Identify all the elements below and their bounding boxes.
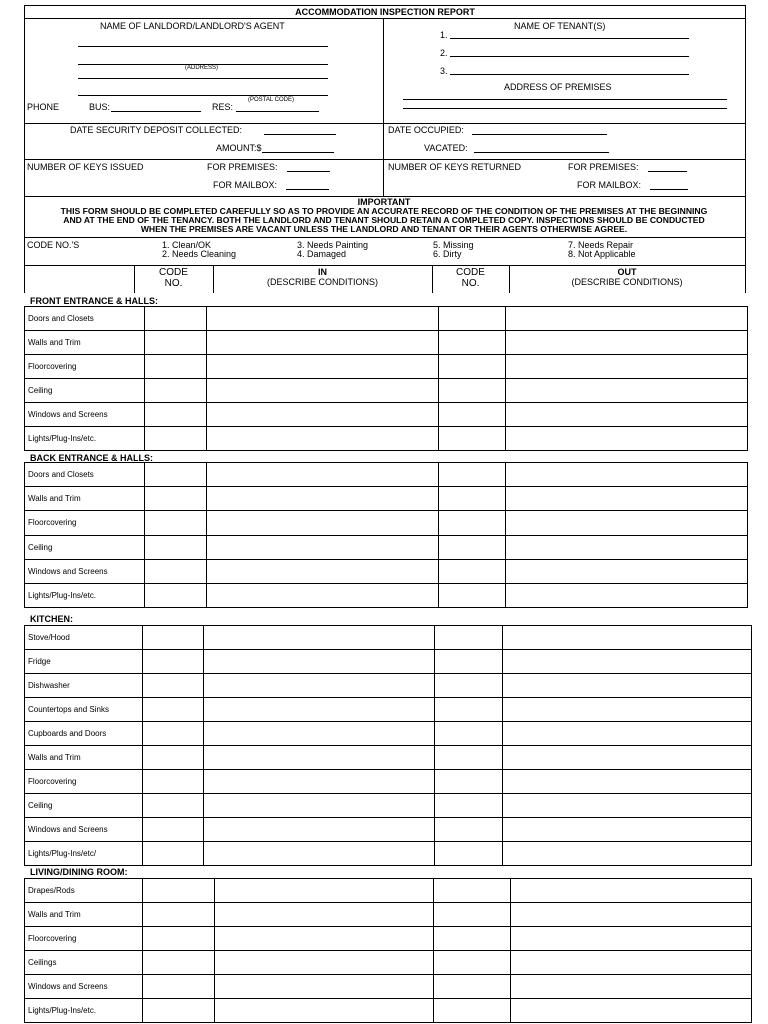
item-label: Lights/Plug-Ins/etc. [25, 427, 145, 451]
col-out-sub: (DESCRIBE CONDITIONS) [571, 277, 683, 287]
code-in-cell[interactable] [145, 403, 207, 427]
date-occupied-line [472, 134, 607, 135]
out-condition-cell[interactable] [503, 626, 752, 650]
table-row [25, 487, 748, 511]
item-label: Drapes/Rods [25, 879, 143, 903]
in-condition-cell[interactable] [207, 583, 439, 607]
code-out-cell[interactable] [435, 842, 503, 866]
code-out-cell[interactable] [435, 698, 503, 722]
table-row [25, 698, 752, 722]
item-label: Ceilings [25, 951, 143, 975]
table-row [25, 674, 752, 698]
table-row [25, 794, 752, 818]
keys-premises-returned-label: FOR PREMISES: [568, 162, 639, 172]
code-out-cell[interactable] [435, 794, 503, 818]
table-row [25, 626, 752, 650]
code-out-cell[interactable] [439, 355, 506, 379]
code-in-cell[interactable] [143, 842, 204, 866]
item-label: Doors and Closets [25, 463, 145, 487]
item-label: Dishwasher [25, 674, 143, 698]
header-left-edge [24, 265, 25, 293]
code-1: 1. Clean/OK [162, 240, 212, 250]
code-2: 2. Needs Cleaning [162, 249, 237, 259]
table-row [25, 463, 748, 487]
code-out-cell[interactable] [439, 559, 506, 583]
in-condition-cell[interactable] [207, 463, 439, 487]
res-line [236, 111, 319, 112]
code-out-cell[interactable] [435, 626, 503, 650]
important-heading: IMPORTANT [357, 197, 411, 207]
col-code-out-top: CODE [456, 267, 485, 278]
table-row [25, 951, 752, 975]
tenant-line-2 [450, 56, 689, 57]
in-condition-cell[interactable] [207, 535, 439, 559]
table-row [25, 650, 752, 674]
code-in-cell[interactable] [143, 794, 204, 818]
landlord-address-line-2 [78, 78, 328, 79]
code-in-cell[interactable] [143, 903, 215, 927]
in-condition-cell[interactable] [207, 403, 439, 427]
deposit-amount-line [262, 152, 334, 153]
out-condition-cell[interactable] [506, 355, 748, 379]
postal-caption: (POSTAL CODE) [248, 97, 295, 103]
item-label: Doors and Closets [25, 307, 145, 331]
code-out-cell[interactable] [439, 403, 506, 427]
tenant-line-1 [450, 38, 689, 39]
item-label: Lights/Plug-Ins/etc. [25, 999, 143, 1023]
out-condition-cell[interactable] [503, 674, 752, 698]
deposit-date-label: DATE SECURITY DEPOSIT COLLECTED: [70, 125, 243, 135]
out-condition-cell[interactable] [506, 463, 748, 487]
in-condition-cell[interactable] [207, 511, 439, 535]
in-condition-cell[interactable] [204, 626, 435, 650]
premises-address-line-2 [403, 108, 727, 109]
item-label: Walls and Trim [25, 487, 145, 511]
living-table [24, 878, 752, 1023]
code-out-cell[interactable] [435, 674, 503, 698]
col-in-title: IN [318, 267, 327, 277]
code-in-cell[interactable] [143, 975, 215, 999]
code-in-cell[interactable] [145, 559, 207, 583]
front-table [24, 306, 748, 451]
table-row [25, 379, 748, 403]
keys-mailbox-returned-label: FOR MAILBOX: [577, 180, 642, 190]
code-in-cell[interactable] [143, 879, 215, 903]
item-label: Floorcovering [25, 927, 143, 951]
in-condition-cell[interactable] [204, 698, 435, 722]
out-condition-cell[interactable] [503, 698, 752, 722]
important-line-2: AND AT THE END OF THE TENANCY. BOTH THE LANDLORD AND TENANT SHOULD RETAIN A COMPLETED COPY. INSPECTIONS SHOULD BE CONDUCTED [63, 215, 705, 225]
code-in-cell[interactable] [145, 487, 207, 511]
in-condition-cell[interactable] [215, 903, 434, 927]
col-code-in-bottom: NO. [164, 278, 183, 289]
table-row [25, 903, 752, 927]
back-table [24, 462, 748, 608]
table-row [25, 403, 748, 427]
table-row [25, 331, 748, 355]
code-4: 4. Damaged [297, 249, 347, 259]
table-row [25, 583, 748, 607]
keys-mailbox-returned-line [650, 189, 688, 190]
premises-address-line-1 [403, 99, 727, 100]
bus-label: BUS: [89, 102, 111, 112]
item-label: Floorcovering [25, 770, 143, 794]
code-in-cell[interactable] [145, 583, 207, 607]
item-label: Ceiling [25, 535, 145, 559]
important-line-1: THIS FORM SHOULD BE COMPLETED CAREFULLY SO AS TO PROVIDE AN ACCURATE RECORD OF THE CONDITION OF THE PREMISES AT THE BEGINNING [60, 206, 708, 216]
code-out-cell[interactable] [439, 427, 506, 451]
code-out-cell[interactable] [434, 999, 511, 1023]
deposit-amount-label: AMOUNT:$ [216, 143, 262, 153]
col-code-out-bottom: NO. [461, 278, 480, 289]
premises-address-heading: ADDRESS OF PREMISES [504, 82, 612, 92]
table-row [25, 427, 748, 451]
code-out-cell[interactable] [439, 511, 506, 535]
keys-premises-returned-line [648, 171, 687, 172]
table-row [25, 879, 752, 903]
out-condition-cell[interactable] [503, 818, 752, 842]
out-condition-cell[interactable] [511, 927, 752, 951]
report-title: ACCOMMODATION INSPECTION REPORT [295, 7, 475, 17]
code-out-cell[interactable] [434, 927, 511, 951]
out-condition-cell[interactable] [506, 511, 748, 535]
code-in-cell[interactable] [143, 999, 215, 1023]
item-label: Windows and Screens [25, 559, 145, 583]
out-condition-cell[interactable] [506, 487, 748, 511]
table-row [25, 746, 752, 770]
out-condition-cell[interactable] [503, 794, 752, 818]
code-out-cell[interactable] [439, 379, 506, 403]
in-condition-cell[interactable] [204, 722, 435, 746]
item-label: Windows and Screens [25, 403, 145, 427]
code-in-cell[interactable] [143, 674, 204, 698]
code-in-cell[interactable] [143, 698, 204, 722]
tenant-line-3-label: 3. [440, 66, 448, 76]
col-out-title: OUT [617, 267, 637, 277]
front-section-title: FRONT ENTRANCE & HALLS: [30, 296, 158, 306]
table-row [25, 511, 748, 535]
in-condition-cell[interactable] [204, 770, 435, 794]
code-in-cell[interactable] [143, 650, 204, 674]
out-condition-cell[interactable] [506, 535, 748, 559]
code-out-cell[interactable] [439, 307, 506, 331]
keys-mailbox-issued-label: FOR MAILBOX: [213, 180, 278, 190]
code-in-cell[interactable] [143, 626, 204, 650]
in-condition-cell[interactable] [204, 794, 435, 818]
code-in-cell[interactable] [143, 927, 215, 951]
item-label: Windows and Screens [25, 818, 143, 842]
vacated-label: VACATED: [424, 143, 468, 153]
code-8: 8. Not Applicable [568, 249, 636, 259]
out-condition-cell[interactable] [503, 650, 752, 674]
table-row [25, 355, 748, 379]
code-out-cell[interactable] [435, 650, 503, 674]
code-in-cell[interactable] [145, 331, 207, 355]
out-condition-cell[interactable] [506, 307, 748, 331]
in-condition-cell[interactable] [204, 650, 435, 674]
item-label: Stove/Hood [25, 626, 143, 650]
landlord-heading: NAME OF LANLDORD/LANDLORD'S AGENT [100, 21, 285, 31]
item-label: Walls and Trim [25, 331, 145, 355]
deposit-date-line [264, 134, 336, 135]
in-condition-cell[interactable] [215, 999, 434, 1023]
back-section-title: BACK ENTRANCE & HALLS: [30, 453, 153, 463]
table-row [25, 535, 748, 559]
out-condition-cell[interactable] [511, 999, 752, 1023]
code-out-cell[interactable] [435, 818, 503, 842]
vacated-line [474, 152, 609, 153]
keys-premises-issued-line [287, 171, 330, 172]
item-label: Walls and Trim [25, 903, 143, 927]
item-label: Lights/Plug-Ins/etc. [25, 583, 145, 607]
out-condition-cell[interactable] [506, 379, 748, 403]
out-condition-cell[interactable] [506, 403, 748, 427]
code-out-cell[interactable] [435, 746, 503, 770]
deposit-divider [383, 123, 384, 160]
in-condition-cell[interactable] [207, 331, 439, 355]
in-condition-cell[interactable] [207, 355, 439, 379]
code-out-cell[interactable] [435, 770, 503, 794]
out-condition-cell[interactable] [503, 770, 752, 794]
table-row [25, 975, 752, 999]
res-label: RES: [212, 102, 234, 112]
tenant-line-3 [450, 74, 689, 75]
code-out-cell[interactable] [434, 879, 511, 903]
keys-premises-issued-label: FOR PREMISES: [207, 162, 278, 172]
in-condition-cell[interactable] [215, 927, 434, 951]
keys-mailbox-issued-line [286, 189, 329, 190]
in-condition-cell[interactable] [207, 559, 439, 583]
item-label: Countertops and Sinks [25, 698, 143, 722]
code-5: 5. Missing [433, 240, 474, 250]
table-row [25, 927, 752, 951]
out-condition-cell[interactable] [506, 583, 748, 607]
keys-issued-label: NUMBER OF KEYS ISSUED [27, 162, 144, 172]
out-condition-cell[interactable] [511, 975, 752, 999]
code-out-cell[interactable] [439, 583, 506, 607]
code-in-cell[interactable] [145, 427, 207, 451]
in-condition-cell[interactable] [215, 879, 434, 903]
out-condition-cell[interactable] [506, 559, 748, 583]
in-condition-cell[interactable] [215, 951, 434, 975]
code-out-cell[interactable] [434, 903, 511, 927]
out-condition-cell[interactable] [511, 951, 752, 975]
out-condition-cell[interactable] [511, 903, 752, 927]
phone-label: PHONE [27, 102, 60, 112]
table-row [25, 307, 748, 331]
code-in-cell[interactable] [145, 511, 207, 535]
code-out-cell[interactable] [435, 722, 503, 746]
table-row [25, 842, 752, 866]
important-line-3: WHEN THE PREMISES ARE VACANT UNLESS THE LANDLORD AND TENANT OR THEIR AGENTS OTHERWISE AGREE. [140, 224, 628, 234]
item-label: Floorcovering [25, 355, 145, 379]
out-condition-cell[interactable] [511, 879, 752, 903]
item-label: Ceiling [25, 379, 145, 403]
out-condition-cell[interactable] [506, 331, 748, 355]
keys-returned-label: NUMBER OF KEYS RETURNED [388, 162, 522, 172]
landlord-name-line [78, 46, 328, 47]
code-in-cell[interactable] [145, 355, 207, 379]
codes-box [24, 237, 746, 266]
tenant-line-2-label: 2. [440, 48, 448, 58]
code-in-cell[interactable] [143, 722, 204, 746]
code-in-cell[interactable] [143, 770, 204, 794]
code-3: 3. Needs Painting [297, 240, 369, 250]
in-condition-cell[interactable] [204, 842, 435, 866]
in-condition-cell[interactable] [204, 746, 435, 770]
out-condition-cell[interactable] [503, 746, 752, 770]
in-condition-cell[interactable] [207, 307, 439, 331]
living-section-title: LIVING/DINING ROOM: [30, 867, 128, 877]
landlord-postal-line [78, 95, 328, 96]
out-condition-cell[interactable] [506, 427, 748, 451]
code-7: 7. Needs Repair [568, 240, 634, 250]
code-in-cell[interactable] [145, 379, 207, 403]
item-label: Floorcovering [25, 511, 145, 535]
code-out-cell[interactable] [439, 535, 506, 559]
item-label: Ceiling [25, 794, 143, 818]
tenant-line-1-label: 1. [440, 30, 448, 40]
address-caption: (ADDRESS) [185, 65, 219, 71]
header-right-edge [745, 265, 746, 293]
col-code-in-top: CODE [159, 267, 188, 278]
col-in-sub: (DESCRIBE CONDITIONS) [266, 277, 378, 287]
table-row [25, 999, 752, 1023]
table-row [25, 770, 752, 794]
kitchen-section-title: KITCHEN: [30, 614, 73, 624]
code-out-cell[interactable] [434, 951, 511, 975]
item-label: Walls and Trim [25, 746, 143, 770]
code-out-cell[interactable] [439, 487, 506, 511]
code-in-cell[interactable] [145, 535, 207, 559]
table-row [25, 722, 752, 746]
out-condition-cell[interactable] [503, 722, 752, 746]
code-out-cell[interactable] [434, 975, 511, 999]
code-6: 6. Dirty [433, 249, 462, 259]
item-label: Fridge [25, 650, 143, 674]
parties-divider [383, 18, 384, 124]
table-row [25, 818, 752, 842]
kitchen-table [24, 625, 752, 866]
code-in-cell[interactable] [143, 818, 204, 842]
item-label: Lights/Plug-Ins/etc/ [25, 842, 143, 866]
out-condition-cell[interactable] [503, 842, 752, 866]
code-in-cell[interactable] [145, 307, 207, 331]
in-condition-cell[interactable] [207, 487, 439, 511]
in-condition-cell[interactable] [204, 818, 435, 842]
in-condition-cell[interactable] [207, 427, 439, 451]
table-row [25, 559, 748, 583]
item-label: Windows and Screens [25, 975, 143, 999]
bus-line [111, 111, 201, 112]
in-condition-cell[interactable] [207, 379, 439, 403]
codes-label: CODE NO.'S [27, 240, 80, 250]
date-occupied-label: DATE OCCUPIED: [388, 125, 464, 135]
code-in-cell[interactable] [145, 463, 207, 487]
code-in-cell[interactable] [143, 746, 204, 770]
in-condition-cell[interactable] [215, 975, 434, 999]
item-label: Cupboards and Doors [25, 722, 143, 746]
code-out-cell[interactable] [439, 463, 506, 487]
in-condition-cell[interactable] [204, 674, 435, 698]
tenant-heading: NAME OF TENANT(S) [514, 21, 606, 31]
code-out-cell[interactable] [439, 331, 506, 355]
code-in-cell[interactable] [143, 951, 215, 975]
keys-divider [383, 159, 384, 197]
